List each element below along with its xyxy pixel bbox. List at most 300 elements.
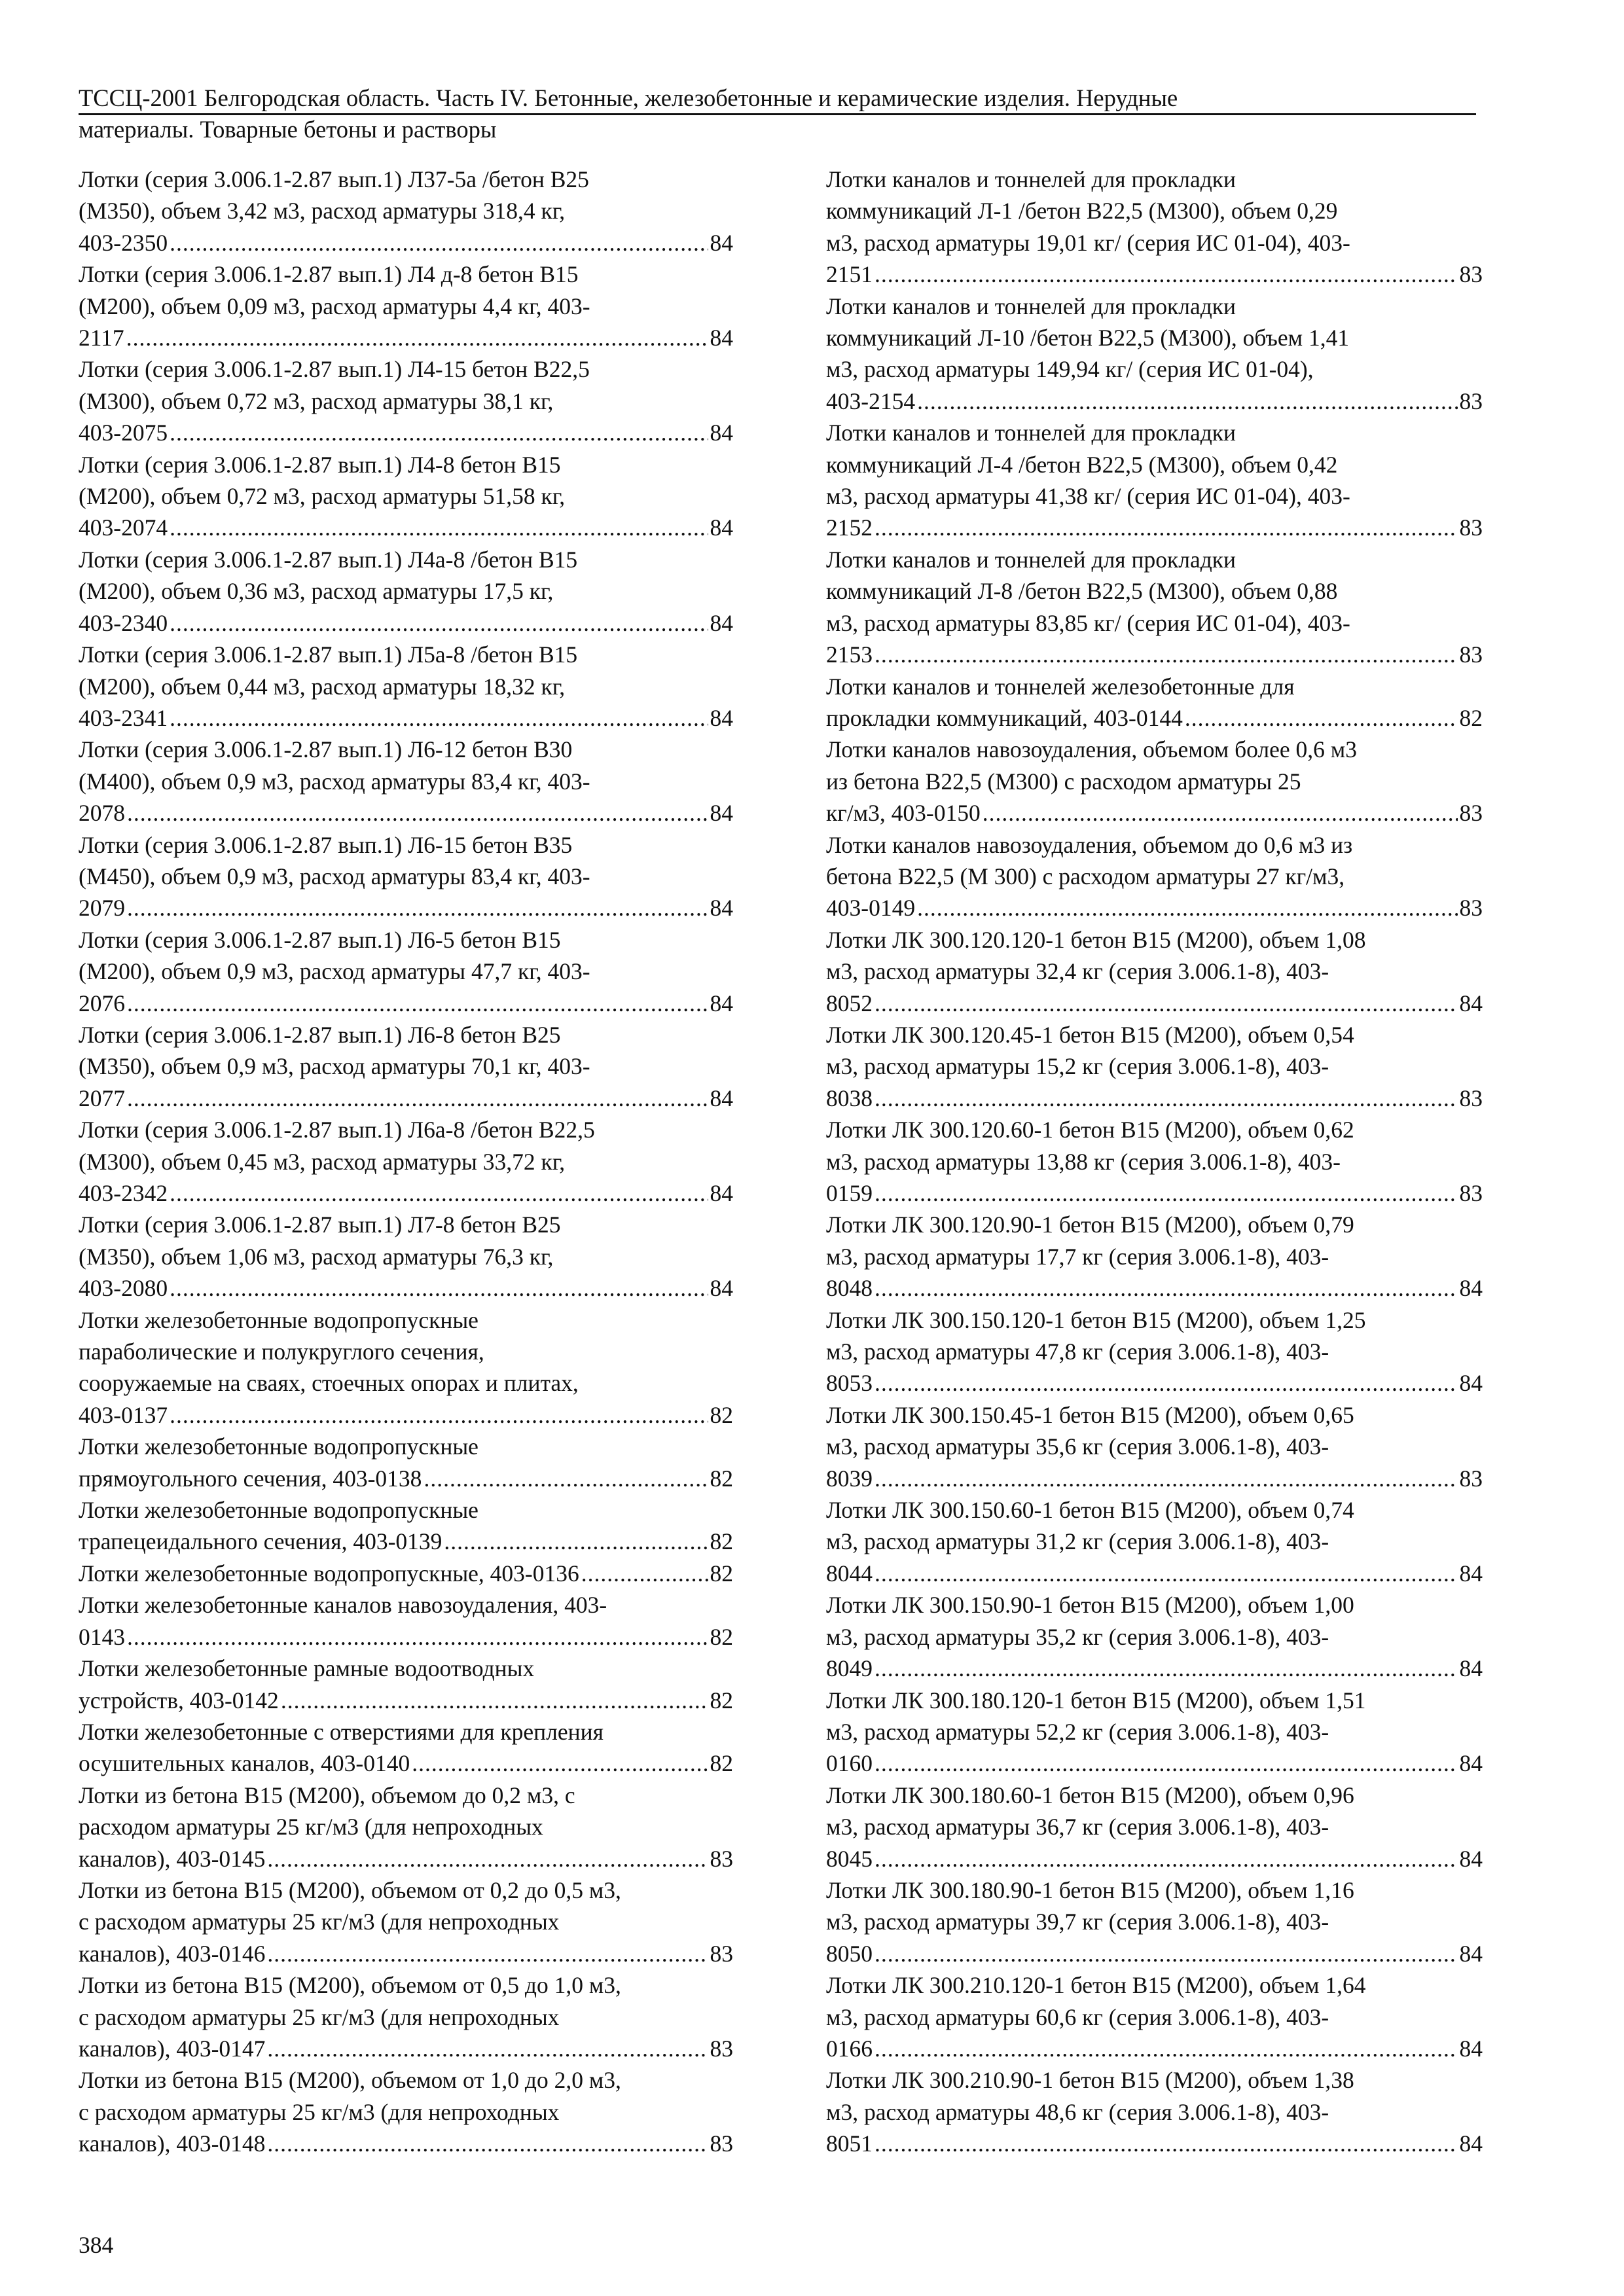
dot-leader: [875, 639, 1458, 670]
index-entry-text: трапецеидального сечения, 403-0139: [79, 1528, 442, 1555]
index-entry-line: Лотки ЛК 300.150.60-1 бетон В15 (М200), объем 0,74: [826, 1497, 1354, 1524]
index-entry-page: 84: [710, 514, 733, 541]
index-entry-last-line: [826, 1558, 1483, 1589]
index-entry-line: Лотки из бетона В15 (М200), объемом до 0,2 м3, с: [79, 1782, 575, 1808]
index-entry: [79, 2064, 733, 2159]
index-entry-line: (М200), объем 0,09 м3, расход арматуры 4,4 кг, 403-: [79, 293, 590, 319]
index-entry: [79, 734, 733, 829]
index-entry-last-line: [826, 1177, 1483, 1209]
index-entry-last-line: [826, 1083, 1483, 1114]
index-entry-last-line: [826, 797, 1483, 829]
index-entry-line: Лотки ЛК 300.120.90-1 бетон В15 (М200), объем 0,79: [826, 1211, 1354, 1238]
dot-leader: [267, 1843, 708, 1874]
index-entry-text: 2152: [826, 514, 873, 541]
index-entry-last-line: [826, 1938, 1483, 1969]
index-entry: [79, 1558, 733, 1589]
index-entry: [826, 1399, 1483, 1494]
index-entry-text: 403-0149: [826, 895, 916, 922]
index-entry: [826, 544, 1483, 671]
dot-leader: [412, 1748, 708, 1779]
index-entry-last-line: [826, 1653, 1483, 1684]
index-entry-text: каналов), 403-0148: [79, 2130, 266, 2157]
dot-leader: [875, 1083, 1458, 1114]
index-entry-text: прямоугольного сечения, 403-0138: [79, 1465, 422, 1492]
index-entry-text: кг/м3, 403-0150: [826, 800, 981, 827]
index-entry: [79, 1874, 733, 1969]
index-entry-line: расходом арматуры 25 кг/м3 (для непроходных: [79, 1814, 543, 1840]
index-entry-line: м3, расход арматуры 39,7 кг (серия 3.006.1-8), 403-: [826, 1909, 1329, 1935]
index-entry-line: Лотки (серия 3.006.1-2.87 вып.1) Л5а-8 /бетон В15: [79, 641, 578, 668]
dot-leader: [281, 1685, 708, 1716]
index-entry: [79, 924, 733, 1019]
index-entry-line: Лотки из бетона В15 (М200), объемом от 0,2 до 0,5 м3,: [79, 1876, 621, 1903]
index-entry-last-line: [79, 1272, 733, 1304]
index-entry-line: Лотки каналов и тоннелей для прокладки: [826, 166, 1236, 192]
index-column-right: [826, 164, 1483, 2160]
dot-leader: [126, 322, 708, 353]
index-entry-text: 8038: [826, 1085, 873, 1111]
index-entry: [826, 1685, 1483, 1780]
dot-leader: [170, 417, 708, 448]
index-entry-text: устройств, 403-0142: [79, 1687, 279, 1713]
index-entry-text: осушительных каналов, 403-0140: [79, 1750, 410, 1777]
index-entry-last-line: [79, 1558, 733, 1589]
index-entry-last-line: [79, 1748, 733, 1779]
index-entry-line: Лотки каналов навозоудаления, объемом до 0,6 м3 из: [826, 831, 1353, 858]
index-entry-line: Лотки ЛК 300.150.45-1 бетон В15 (М200), объем 0,65: [826, 1401, 1354, 1428]
index-entry-line: Лотки (серия 3.006.1-2.87 вып.1) Л6-8 бетон В25: [79, 1021, 561, 1048]
index-entry-line: Лотки каналов и тоннелей для прокладки: [826, 293, 1236, 319]
index-entry-line: бетона В22,5 (М 300) с расходом арматуры 27 кг/м3,: [826, 863, 1345, 889]
index-entry-last-line: [79, 1621, 733, 1653]
index-entry: [826, 1589, 1483, 1684]
index-entry-line: (М300), объем 0,72 м3, расход арматуры 38,1 кг,: [79, 387, 554, 414]
index-entry: [79, 829, 733, 924]
index-entry-last-line: [79, 1083, 733, 1114]
index-entry-line: сооружаемые на сваях, стоечных опорах и плитах,: [79, 1370, 579, 1397]
index-entry-page: 83: [1459, 895, 1483, 922]
index-entry: [826, 417, 1483, 544]
index-entry-text: 403-2154: [826, 387, 916, 414]
index-entry-line: м3, расход арматуры 31,2 кг (серия 3.006.1-8), 403-: [826, 1528, 1329, 1555]
index-entry-line: Лотки (серия 3.006.1-2.87 вып.1) Л6а-8 /бетон В22,5: [79, 1117, 595, 1143]
index-entry-text: 403-0137: [79, 1401, 168, 1428]
index-entry-line: Лотки ЛК 300.210.90-1 бетон В15 (М200), объем 1,38: [826, 2067, 1354, 2094]
index-entry-line: м3, расход арматуры 41,38 кг/ (серия ИС 01-04), 403-: [826, 483, 1350, 510]
index-entry: [826, 671, 1483, 734]
dot-leader: [127, 892, 708, 924]
index-entry: [826, 2064, 1483, 2159]
index-entry: [826, 1019, 1483, 1114]
index-entry-page: 84: [710, 229, 733, 256]
index-entry-page: 84: [710, 895, 733, 922]
dot-leader: [170, 1177, 708, 1209]
index-entry-text: 403-2074: [79, 514, 168, 541]
index-entry-line: м3, расход арматуры 15,2 кг (серия 3.006.1-8), 403-: [826, 1053, 1329, 1080]
index-entry-text: 8044: [826, 1560, 873, 1587]
index-entry-line: м3, расход арматуры 60,6 кг (серия 3.006.1-8), 403-: [826, 2003, 1329, 2030]
index-entry-text: 2076: [79, 990, 125, 1016]
dot-leader: [170, 702, 708, 734]
dot-leader: [875, 512, 1458, 543]
dot-leader: [875, 1653, 1458, 1684]
index-entry-line: (М350), объем 1,06 м3, расход арматуры 76,3 кг,: [79, 1243, 554, 1270]
index-entry-line: (М350), объем 3,42 м3, расход арматуры 318,4 кг,: [79, 198, 566, 224]
index-entry-last-line: [79, 797, 733, 829]
index-entry-page: 83: [710, 1940, 733, 1967]
index-entry-text: 2117: [79, 325, 124, 351]
index-entry: [826, 164, 1483, 291]
index-entry-line: Лотки (серия 3.006.1-2.87 вып.1) Л6-12 бетон В30: [79, 736, 573, 763]
index-entry-last-line: [826, 2128, 1483, 2159]
index-entry-last-line: [79, 322, 733, 353]
index-entry-page: 84: [1459, 1940, 1483, 1967]
dot-leader: [267, 2033, 708, 2064]
index-entry-page: 83: [1459, 1465, 1483, 1492]
index-entry-last-line: [79, 227, 733, 259]
index-entry-last-line: [79, 1177, 733, 1209]
index-entry: [79, 1494, 733, 1558]
index-entry-page: 84: [710, 420, 733, 446]
dot-leader: [983, 797, 1458, 829]
index-entry-text: 2078: [79, 800, 125, 827]
index-entry-line: (М200), объем 0,36 м3, расход арматуры 17,5 кг,: [79, 578, 554, 605]
index-entry-page: 84: [1459, 1560, 1483, 1587]
index-entry-page: 84: [710, 325, 733, 351]
index-entry-line: Лотки ЛК 300.120.120-1 бетон В15 (М200), объем 1,08: [826, 926, 1366, 953]
index-entry-line: Лотки железобетонные водопропускные: [79, 1306, 478, 1333]
dot-leader: [917, 386, 1457, 417]
index-entry-text: прокладки коммуникаций, 403-0144: [826, 704, 1183, 731]
index-entry: [79, 1114, 733, 1209]
dot-leader: [581, 1558, 708, 1589]
index-entry-page: 82: [710, 1560, 733, 1587]
index-entry-text: 8053: [826, 1370, 873, 1397]
index-entry-text: 2077: [79, 1085, 125, 1111]
index-entry-text: 403-2075: [79, 420, 168, 446]
index-entry-page: 82: [1459, 704, 1483, 731]
index-entry-line: Лотки ЛК 300.120.60-1 бетон В15 (М200), объем 0,62: [826, 1117, 1354, 1143]
index-entry: [826, 291, 1483, 418]
index-entry-last-line: [826, 386, 1483, 417]
header-title-line1: ТССЦ-2001 Белгородская область. Часть IV. Бетонные, железобетонные и керамические изделия. Нерудные: [79, 84, 1476, 115]
index-entry-last-line: [826, 639, 1483, 670]
index-entry-page: 83: [710, 1845, 733, 1872]
index-entry-page: 84: [710, 704, 733, 731]
index-entry-text: 403-2080: [79, 1275, 168, 1302]
dot-leader: [424, 1463, 708, 1494]
index-entry-line: с расходом арматуры 25 кг/м3 (для непроходных: [79, 2003, 560, 2030]
index-entry-line: Лотки (серия 3.006.1-2.87 вып.1) Л7-8 бетон В25: [79, 1211, 561, 1238]
index-entry-line: Лотки (серия 3.006.1-2.87 вып.1) Л4а-8 /бетон В15: [79, 546, 578, 573]
index-entry: [826, 1874, 1483, 1969]
dot-leader: [127, 1083, 708, 1114]
index-entry-text: 403-2342: [79, 1180, 168, 1206]
index-entry-page: 83: [1459, 387, 1483, 414]
dot-leader: [267, 2128, 708, 2159]
index-entry-text: каналов), 403-0146: [79, 1940, 266, 1967]
index-entry-page: 83: [1459, 641, 1483, 668]
index-entry-last-line: [826, 2033, 1483, 2064]
index-entry-last-line: [79, 1399, 733, 1431]
index-entry-line: Лотки (серия 3.006.1-2.87 вып.1) Л4-8 бетон В15: [79, 451, 561, 478]
index-entry-text: 2079: [79, 895, 125, 922]
index-entry-line: (М200), объем 0,9 м3, расход арматуры 47,7 кг, 403-: [79, 958, 590, 985]
index-entry-line: Лотки (серия 3.006.1-2.87 вып.1) Л6-15 бетон В35: [79, 831, 573, 858]
index-entry-text: 2151: [826, 261, 873, 288]
index-entry-page: 82: [710, 1750, 733, 1777]
index-entry-line: м3, расход арматуры 83,85 кг/ (серия ИС 01-04), 403-: [826, 609, 1350, 636]
index-entry-page: 83: [1459, 261, 1483, 288]
index-entry-last-line: [826, 1272, 1483, 1304]
dot-leader: [875, 1748, 1458, 1779]
index-entry-text: 0160: [826, 1750, 873, 1777]
index-column-left: [79, 164, 733, 2160]
dot-leader: [444, 1526, 708, 1557]
index-entry-line: (М200), объем 0,72 м3, расход арматуры 51,58 кг,: [79, 483, 566, 510]
dot-leader: [875, 1463, 1458, 1494]
page-number: 384: [79, 2232, 114, 2258]
index-entry-text: 403-2341: [79, 704, 168, 731]
index-entry-last-line: [79, 892, 733, 924]
index-entry: [826, 1114, 1483, 1209]
dot-leader: [127, 1621, 708, 1653]
index-entry: [79, 1209, 733, 1304]
index-entry-line: м3, расход арматуры 32,4 кг (серия 3.006.1-8), 403-: [826, 958, 1329, 985]
index-entry-page: 82: [710, 1465, 733, 1492]
index-entry-page: 83: [1459, 800, 1483, 827]
index-entry: [79, 1589, 733, 1653]
index-entry-text: 0166: [826, 2035, 873, 2062]
index-entry-last-line: [826, 512, 1483, 543]
index-entry-line: (М350), объем 0,9 м3, расход арматуры 70,1 кг, 403-: [79, 1053, 590, 1080]
index-entry-line: Лотки (серия 3.006.1-2.87 вып.1) Л4-15 бетон В22,5: [79, 356, 590, 383]
index-entry: [79, 353, 733, 448]
index-entry-line: Лотки каналов и тоннелей для прокладки: [826, 546, 1236, 573]
index-entry-line: м3, расход арматуры 48,6 кг (серия 3.006.1-8), 403-: [826, 2098, 1329, 2125]
index-entry-last-line: [79, 1526, 733, 1557]
index-entry-line: м3, расход арматуры 52,2 кг (серия 3.006.1-8), 403-: [826, 1718, 1329, 1745]
index-entry: [79, 1653, 733, 1716]
index-entry: [79, 639, 733, 734]
index-entry-text: каналов), 403-0147: [79, 2035, 266, 2062]
index-entry-line: из бетона В22,5 (М300) с расходом арматуры 25: [826, 768, 1301, 795]
index-entry-last-line: [826, 988, 1483, 1019]
index-entry: [826, 1780, 1483, 1874]
index-entry-line: (М200), объем 0,44 м3, расход арматуры 18,32 кг,: [79, 673, 566, 700]
index-entry-last-line: [826, 1367, 1483, 1399]
index-entry-line: Лотки ЛК 300.180.60-1 бетон В15 (М200), объем 0,96: [826, 1782, 1354, 1808]
index-entry-line: Лотки (серия 3.006.1-2.87 вып.1) Л4 д-8 бетон В15: [79, 261, 579, 288]
index-entry-line: Лотки (серия 3.006.1-2.87 вып.1) Л37-5а /бетон В25: [79, 166, 589, 192]
index-entry-text: 8045: [826, 1845, 873, 1872]
index-entry-text: 8051: [826, 2130, 873, 2157]
index-entry-line: Лотки ЛК 300.180.120-1 бетон В15 (М200), объем 1,51: [826, 1687, 1366, 1713]
index-entry-text: Лотки железобетонные водопропускные, 403-0136: [79, 1560, 579, 1587]
index-entry-last-line: [826, 1843, 1483, 1874]
index-entry-line: м3, расход арматуры 149,94 кг/ (серия ИС 01-04),: [826, 356, 1314, 383]
index-entry-line: (М400), объем 0,9 м3, расход арматуры 83,4 кг, 403-: [79, 768, 590, 795]
index-entry-text: 0159: [826, 1180, 873, 1206]
index-entry-line: м3, расход арматуры 17,7 кг (серия 3.006.1-8), 403-: [826, 1243, 1329, 1270]
dot-leader: [127, 988, 708, 1019]
index-entry-page: 83: [1459, 1180, 1483, 1206]
index-entry-page: 84: [1459, 1370, 1483, 1397]
index-entry-line: Лотки железобетонные рамные водоотводных: [79, 1655, 535, 1682]
index-entry-page: 83: [1459, 514, 1483, 541]
index-entry-last-line: [79, 1938, 733, 1969]
index-entry-last-line: [826, 259, 1483, 290]
dot-leader: [875, 1367, 1458, 1399]
index-entry: [79, 1431, 733, 1494]
index-entry-line: (М450), объем 0,9 м3, расход арматуры 83,4 кг, 403-: [79, 863, 590, 889]
dot-leader: [267, 1938, 708, 1969]
dot-leader: [917, 892, 1457, 924]
index-entry-text: 0143: [79, 1623, 125, 1650]
index-entry: [79, 1716, 733, 1780]
dot-leader: [875, 1177, 1458, 1209]
index-entry: [79, 164, 733, 259]
index-entry-line: Лотки из бетона В15 (М200), объемом от 1,0 до 2,0 м3,: [79, 2067, 621, 2094]
dot-leader: [1185, 702, 1458, 734]
index-entry-page: 84: [710, 800, 733, 827]
index-entry: [79, 1780, 733, 1874]
index-entry-line: Лотки ЛК 300.120.45-1 бетон В15 (М200), объем 0,54: [826, 1021, 1354, 1048]
index-entry-line: м3, расход арматуры 35,6 кг (серия 3.006.1-8), 403-: [826, 1433, 1329, 1460]
dot-leader: [170, 1272, 708, 1304]
index-entry: [826, 829, 1483, 924]
index-entry-line: м3, расход арматуры 36,7 кг (серия 3.006.1-8), 403-: [826, 1814, 1329, 1840]
index-entry-page: 84: [1459, 990, 1483, 1016]
index-entry: [79, 1304, 733, 1431]
index-entry-line: коммуникаций Л-8 /бетон В22,5 (М300), объем 0,88: [826, 578, 1338, 605]
index-entry-page: 84: [1459, 1655, 1483, 1682]
index-entry-page: 84: [1459, 2035, 1483, 2062]
index-entry-last-line: [79, 988, 733, 1019]
dot-leader: [875, 259, 1458, 290]
index-entry: [826, 1209, 1483, 1304]
dot-leader: [875, 2033, 1458, 2064]
index-entry: [826, 734, 1483, 829]
index-entry-last-line: [79, 607, 733, 639]
index-entry-last-line: [79, 417, 733, 448]
index-entry-last-line: [79, 2128, 733, 2159]
index-entry-line: Лотки каналов и тоннелей для прокладки: [826, 420, 1236, 446]
index-entry-line: параболические и полукруглого сечения,: [79, 1338, 484, 1365]
index-entry-line: коммуникаций Л-10 /бетон В22,5 (М300), объем 1,41: [826, 325, 1350, 351]
index-entry-page: 84: [710, 990, 733, 1016]
index-entry-line: с расходом арматуры 25 кг/м3 (для непроходных: [79, 1909, 560, 1935]
dot-leader: [127, 797, 708, 829]
index-entry-last-line: [79, 1463, 733, 1494]
index-entry: [826, 1494, 1483, 1589]
index-entry-line: Лотки железобетонные водопропускные: [79, 1433, 478, 1460]
index-entry-line: Лотки каналов навозоудаления, объемом более 0,6 м3: [826, 736, 1358, 763]
dot-leader: [875, 1272, 1458, 1304]
index-entry: [79, 1969, 733, 2064]
index-entry-page: 82: [710, 1528, 733, 1555]
index-entry-last-line: [826, 892, 1483, 924]
index-entry-line: Лотки ЛК 300.210.120-1 бетон В15 (М200), объем 1,64: [826, 1972, 1366, 1999]
index-entry-line: Лотки ЛК 300.150.120-1 бетон В15 (М200), объем 1,25: [826, 1306, 1366, 1333]
index-entry-text: 8050: [826, 1940, 873, 1967]
index-entry-last-line: [79, 2033, 733, 2064]
index-entry-page: 84: [710, 1275, 733, 1302]
index-entry: [79, 544, 733, 639]
dot-leader: [875, 1843, 1458, 1874]
index-entry-page: 84: [1459, 1845, 1483, 1872]
running-header: [79, 84, 1476, 144]
index-entry-line: Лотки железобетонные водопропускные: [79, 1497, 478, 1524]
index-entry: [826, 924, 1483, 1019]
index-entry-text: 8052: [826, 990, 873, 1016]
index-entry-line: м3, расход арматуры 13,88 кг (серия 3.006.1-8), 403-: [826, 1148, 1341, 1175]
index-entry-line: Лотки (серия 3.006.1-2.87 вып.1) Л6-5 бетон В15: [79, 926, 561, 953]
index-entry-last-line: [826, 1748, 1483, 1779]
index-entry-last-line: [826, 1463, 1483, 1494]
index-entry-page: 84: [1459, 1275, 1483, 1302]
index-entry-text: 8039: [826, 1465, 873, 1492]
dot-leader: [170, 512, 708, 543]
index-entry-page: 83: [1459, 1085, 1483, 1111]
dot-leader: [170, 227, 708, 259]
index-entry-line: Лотки ЛК 300.150.90-1 бетон В15 (М200), объем 1,00: [826, 1592, 1354, 1619]
index-entry-page: 84: [710, 1180, 733, 1206]
index-entry-page: 84: [1459, 1750, 1483, 1777]
dot-leader: [875, 988, 1458, 1019]
dot-leader: [875, 1558, 1458, 1589]
index-entry: [79, 1019, 733, 1114]
index-entry: [826, 1304, 1483, 1399]
index-entry-line: Лотки железобетонные каналов навозоудаления, 403-: [79, 1592, 607, 1619]
index-entry-page: 84: [1459, 2130, 1483, 2157]
index-entry-line: м3, расход арматуры 47,8 кг (серия 3.006.1-8), 403-: [826, 1338, 1329, 1365]
index-entry-line: коммуникаций Л-1 /бетон В22,5 (М300), объем 0,29: [826, 198, 1338, 224]
dot-leader: [170, 607, 708, 639]
index-entry-text: 2153: [826, 641, 873, 668]
index-entry-last-line: [79, 1843, 733, 1874]
index-entry-line: м3, расход арматуры 19,01 кг/ (серия ИС 01-04), 403-: [826, 229, 1350, 256]
dot-leader: [875, 1938, 1458, 1969]
index-entry-page: 82: [710, 1401, 733, 1428]
index-entry-page: 82: [710, 1687, 733, 1713]
index-entry-last-line: [79, 702, 733, 734]
index-entry: [826, 1969, 1483, 2064]
index-entry-line: (М300), объем 0,45 м3, расход арматуры 33,72 кг,: [79, 1148, 566, 1175]
index-entry-page: 84: [710, 609, 733, 636]
index-entry-line: Лотки железобетонные с отверстиями для крепления: [79, 1718, 604, 1745]
index-entry-page: 83: [710, 2130, 733, 2157]
index-entry-text: 8048: [826, 1275, 873, 1302]
index-entry-text: 403-2350: [79, 229, 168, 256]
header-title-line2: материалы. Товарные бетоны и растворы: [79, 116, 497, 143]
index-entry-text: каналов), 403-0145: [79, 1845, 266, 1872]
index-entry-line: м3, расход арматуры 35,2 кг (серия 3.006.1-8), 403-: [826, 1623, 1329, 1650]
index-entry-line: Лотки каналов и тоннелей железобетонные для: [826, 673, 1295, 700]
index-entry-last-line: [79, 512, 733, 543]
index-entry-line: коммуникаций Л-4 /бетон В22,5 (М300), объем 0,42: [826, 451, 1338, 478]
index-entry-page: 82: [710, 1623, 733, 1650]
index-entry-line: с расходом арматуры 25 кг/м3 (для непроходных: [79, 2098, 560, 2125]
dot-leader: [875, 2128, 1458, 2159]
index-entry-page: 84: [710, 1085, 733, 1111]
index-entry-last-line: [79, 1685, 733, 1716]
index-entry-line: Лотки ЛК 300.180.90-1 бетон В15 (М200), объем 1,16: [826, 1876, 1354, 1903]
index-entry: [79, 449, 733, 544]
index-entry-line: Лотки из бетона В15 (М200), объемом от 0,5 до 1,0 м3,: [79, 1972, 621, 1999]
index-entry-last-line: [826, 702, 1483, 734]
index-entry-text: 403-2340: [79, 609, 168, 636]
